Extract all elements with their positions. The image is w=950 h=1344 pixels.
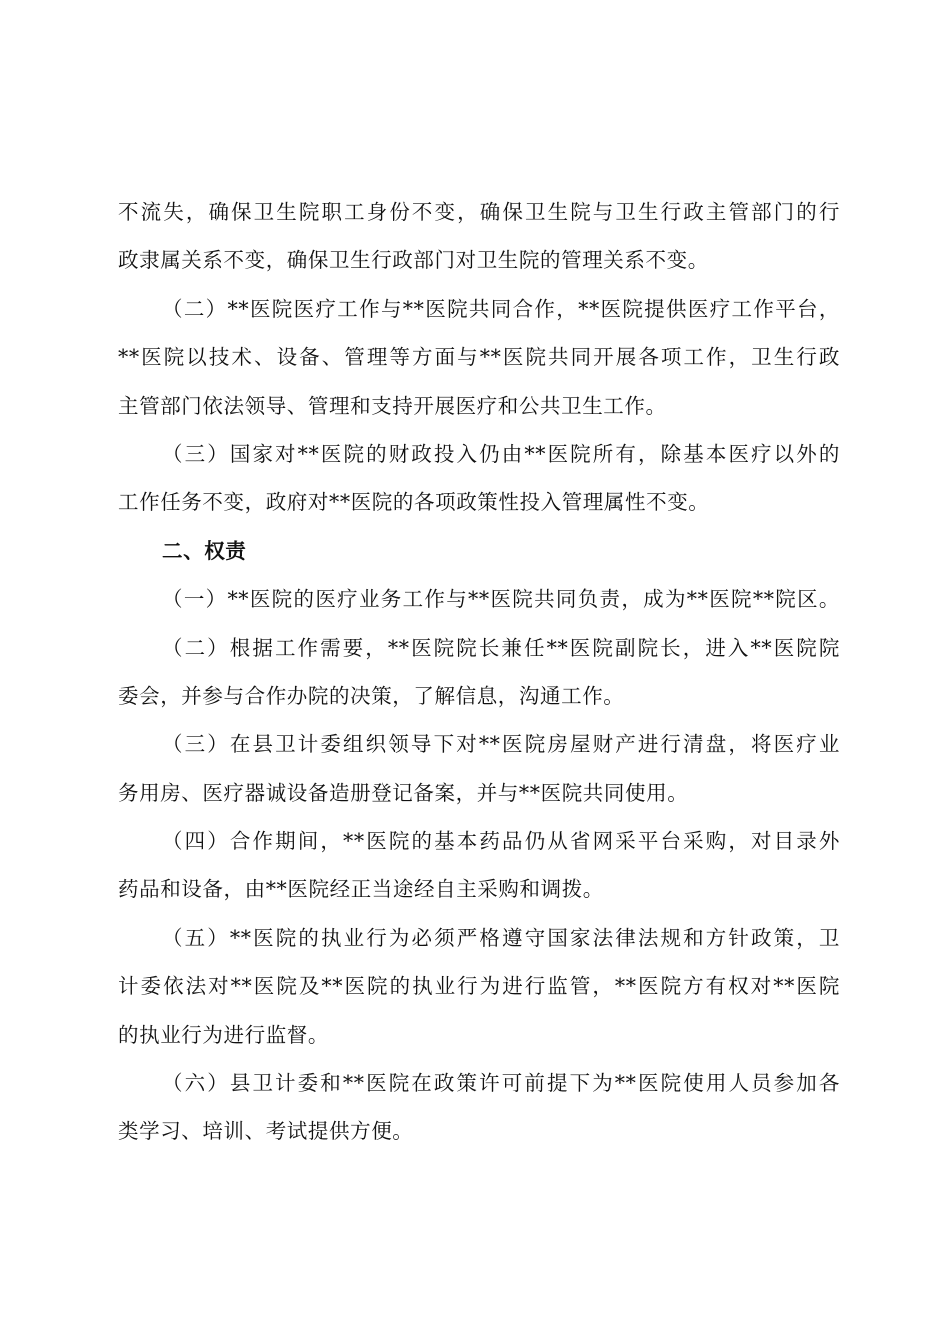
paragraph-line: 类学习、培训、考试提供方便。	[118, 1119, 414, 1144]
paragraph-line: 不流失，确保卫生院职工身份不变，确保卫生院与卫生行政主管部门的行	[118, 200, 840, 224]
paragraph-line: 委会，并参与合作办院的决策，了解信息，沟通工作。	[118, 683, 625, 708]
paragraph-line: 计委依法对**医院及**医院的执业行为进行监管，**医院方有权对**医院	[118, 974, 840, 999]
paragraph-line: **医院以技术、设备、管理等方面与**医院共同开展各项工作，卫生行政	[118, 345, 840, 370]
paragraph-line: 工作任务不变，政府对**医院的各项政策性投入管理属性不变。	[118, 490, 710, 515]
paragraph-line: 务用房、医疗器诚设备造册登记备案，并与**医院共同使用。	[118, 780, 689, 805]
paragraph-line: （二）根据工作需要，**医院院长兼任**医院副院长，进入**医院院	[162, 635, 840, 660]
paragraph-line: 主管部门依法领导、管理和支持开展医疗和公共卫生工作。	[118, 393, 667, 418]
paragraph-line: （五）**医院的执业行为必须严格遵守国家法律法规和方针政策，卫	[162, 925, 840, 950]
paragraph-line: （三）在县卫计委组织领导下对**医院房屋财产进行清盘，将医疗业	[162, 732, 840, 757]
paragraph-line: （六）县卫计委和**医院在政策许可前提下为**医院使用人员参加各	[162, 1071, 840, 1096]
document-body	[118, 188, 840, 1156]
paragraph-line: （二）**医院医疗工作与**医院共同合作，**医院提供医疗工作平台，	[162, 296, 840, 321]
paragraph-line: （四）合作期间，**医院的基本药品仍从省网采平台采购，对目录外	[162, 829, 840, 854]
paragraph-line: （三）国家对**医院的财政投入仍由**医院所有，除基本医疗以外的	[162, 441, 840, 466]
paragraph-line: （一）**医院的医疗业务工作与**医院共同负责，成为**医院**院区。	[162, 587, 840, 612]
paragraph-line: 的执业行为进行监督。	[118, 1022, 329, 1047]
section-heading: 二、权责	[162, 538, 247, 563]
paragraph-line: 药品和设备，由**医院经正当途经自主采购和调拨。	[118, 877, 604, 902]
paragraph-line: 政隶属关系不变，确保卫生行政部门对卫生院的管理关系不变。	[118, 248, 709, 273]
